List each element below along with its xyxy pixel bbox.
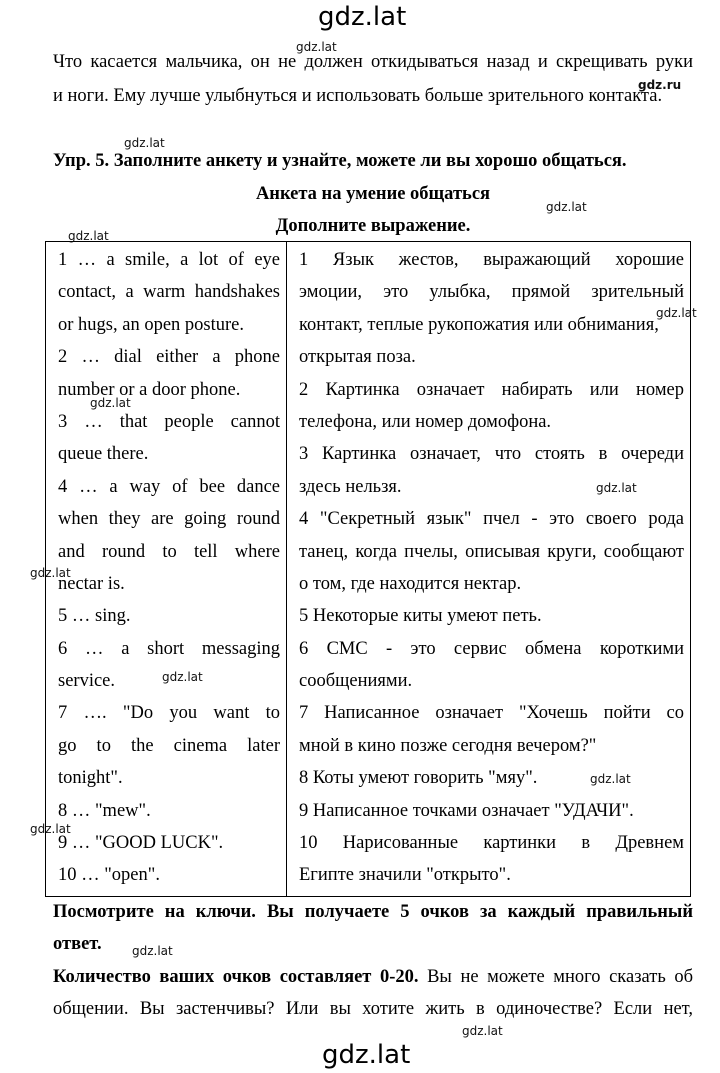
keys-line-2: ответ. bbox=[53, 934, 102, 954]
russian-line: Египте значили "открыто". bbox=[299, 865, 511, 886]
english-line: nectar is. bbox=[58, 573, 125, 594]
russian-line: 8 Коты умеют говорить "мяу". bbox=[299, 768, 538, 789]
russian-line: контакт, теплые рукопожатия или обнимания, bbox=[299, 314, 659, 335]
questionnaire-subtitle: Дополните выражение. bbox=[275, 216, 471, 236]
score-range: Количество ваших очков составляет 0-20. bbox=[53, 967, 419, 987]
english-line: or hugs, an open posture. bbox=[58, 314, 244, 335]
russian-line: 4 "Секретный язык" пчел - это своего рода bbox=[299, 509, 684, 530]
english-line: contact, a warm handshakes bbox=[58, 282, 280, 303]
russian-line: 2 Картинка означает набирать или номер bbox=[299, 379, 684, 400]
russian-line: о том, где находится нектар. bbox=[299, 573, 522, 594]
russian-line: 1 Язык жестов, выражающий хорошие bbox=[299, 250, 684, 270]
russian-line: здесь нельзя. bbox=[299, 476, 402, 497]
russian-line: танец, когда пчелы, описывая круги, сообщают bbox=[299, 541, 684, 562]
russian-line: 10 Нарисованные картинки в Древнем bbox=[299, 833, 684, 854]
english-line: 2 … dial either a phone bbox=[58, 347, 280, 368]
watermark: gdz.lat bbox=[162, 670, 203, 684]
english-line: tonight". bbox=[58, 768, 123, 789]
russian-column bbox=[287, 242, 691, 897]
russian-line: 5 Некоторые киты умеют петь. bbox=[299, 606, 542, 627]
intro-line-2: и ноги. Ему лучше улыбнуться и использовать больше зрительного контакта. bbox=[53, 86, 663, 106]
english-line: when they are going round bbox=[58, 509, 280, 530]
russian-line: 3 Картинка означает, что стоять в очереди bbox=[299, 444, 684, 465]
watermark: gdz.lat bbox=[68, 229, 109, 243]
english-line: 8 … "mew". bbox=[58, 800, 151, 821]
english-column bbox=[46, 242, 287, 897]
watermark: gdz.lat bbox=[124, 136, 165, 150]
watermark: gdz.lat bbox=[656, 306, 697, 320]
english-line: 4 … a way of bee dance bbox=[58, 476, 280, 497]
russian-line: 7 Написанное означает "Хочешь пойти со bbox=[299, 703, 684, 724]
english-line: service. bbox=[58, 671, 116, 692]
russian-line: 9 Написанное точками означает "УДАЧИ". bbox=[299, 800, 634, 821]
table-row bbox=[46, 242, 691, 897]
english-line: go to the cinema later bbox=[58, 735, 280, 756]
watermark: gdz.lat bbox=[296, 40, 337, 54]
score-line-2: общении. Вы застенчивы? Или вы хотите жить в одиночестве? Если нет, bbox=[53, 999, 693, 1019]
keys-line-1: Посмотрите на ключи. Вы получаете 5 очков за каждый правильный bbox=[53, 902, 693, 922]
english-line: 3 … that people cannot bbox=[58, 411, 280, 432]
watermark: gdz.lat bbox=[90, 396, 131, 410]
header-watermark: gdz.lat bbox=[318, 2, 407, 32]
english-line: and round to tell where bbox=[58, 541, 280, 562]
questionnaire-title: Анкета на умение общаться bbox=[255, 184, 491, 204]
footer-watermark: gdz.lat bbox=[322, 1040, 411, 1070]
russian-line: открытая поза. bbox=[299, 347, 416, 368]
english-line: 5 … sing. bbox=[58, 606, 131, 627]
english-line: 1 … a smile, a lot of eye bbox=[58, 250, 280, 270]
english-line: number or a door phone. bbox=[58, 379, 241, 400]
score-line-1 bbox=[53, 961, 693, 993]
intro-line-1: Что касается мальчика, он не должен откидываться назад и скрещивать руки bbox=[53, 52, 693, 72]
russian-line: эмоции, это улыбка, прямой зрительный bbox=[299, 282, 684, 303]
watermark: gdz.lat bbox=[596, 481, 637, 495]
watermark: gdz.lat bbox=[590, 772, 631, 786]
english-line: 6 … a short messaging bbox=[58, 638, 280, 659]
english-line: 10 … "open". bbox=[58, 865, 160, 886]
russian-line: телефона, или номер домофона. bbox=[299, 411, 552, 432]
watermark: gdz.lat bbox=[546, 200, 587, 214]
exercise-heading: Упр. 5. Заполните анкету и узнайте, можете ли вы хорошо общаться. bbox=[53, 151, 627, 171]
english-line: queue there. bbox=[58, 444, 149, 465]
watermark: gdz.lat bbox=[462, 1024, 503, 1038]
russian-line: мной в кино позже сегодня вечером?" bbox=[299, 735, 597, 756]
russian-line: 6 СМС - это сервис обмена короткими bbox=[299, 638, 684, 659]
watermark: gdz.lat bbox=[132, 944, 173, 958]
watermark: gdz.lat bbox=[30, 822, 71, 836]
english-line: 9 … "GOOD LUCK". bbox=[58, 833, 224, 854]
english-line: 7 …. "Do you want to bbox=[58, 703, 280, 724]
watermark: gdz.lat bbox=[30, 566, 71, 580]
russian-line: сообщениями. bbox=[299, 671, 413, 692]
questionnaire-table bbox=[45, 241, 691, 897]
watermark: gdz.ru bbox=[638, 78, 682, 92]
score-text: Вы не можете много сказать об bbox=[418, 967, 693, 987]
